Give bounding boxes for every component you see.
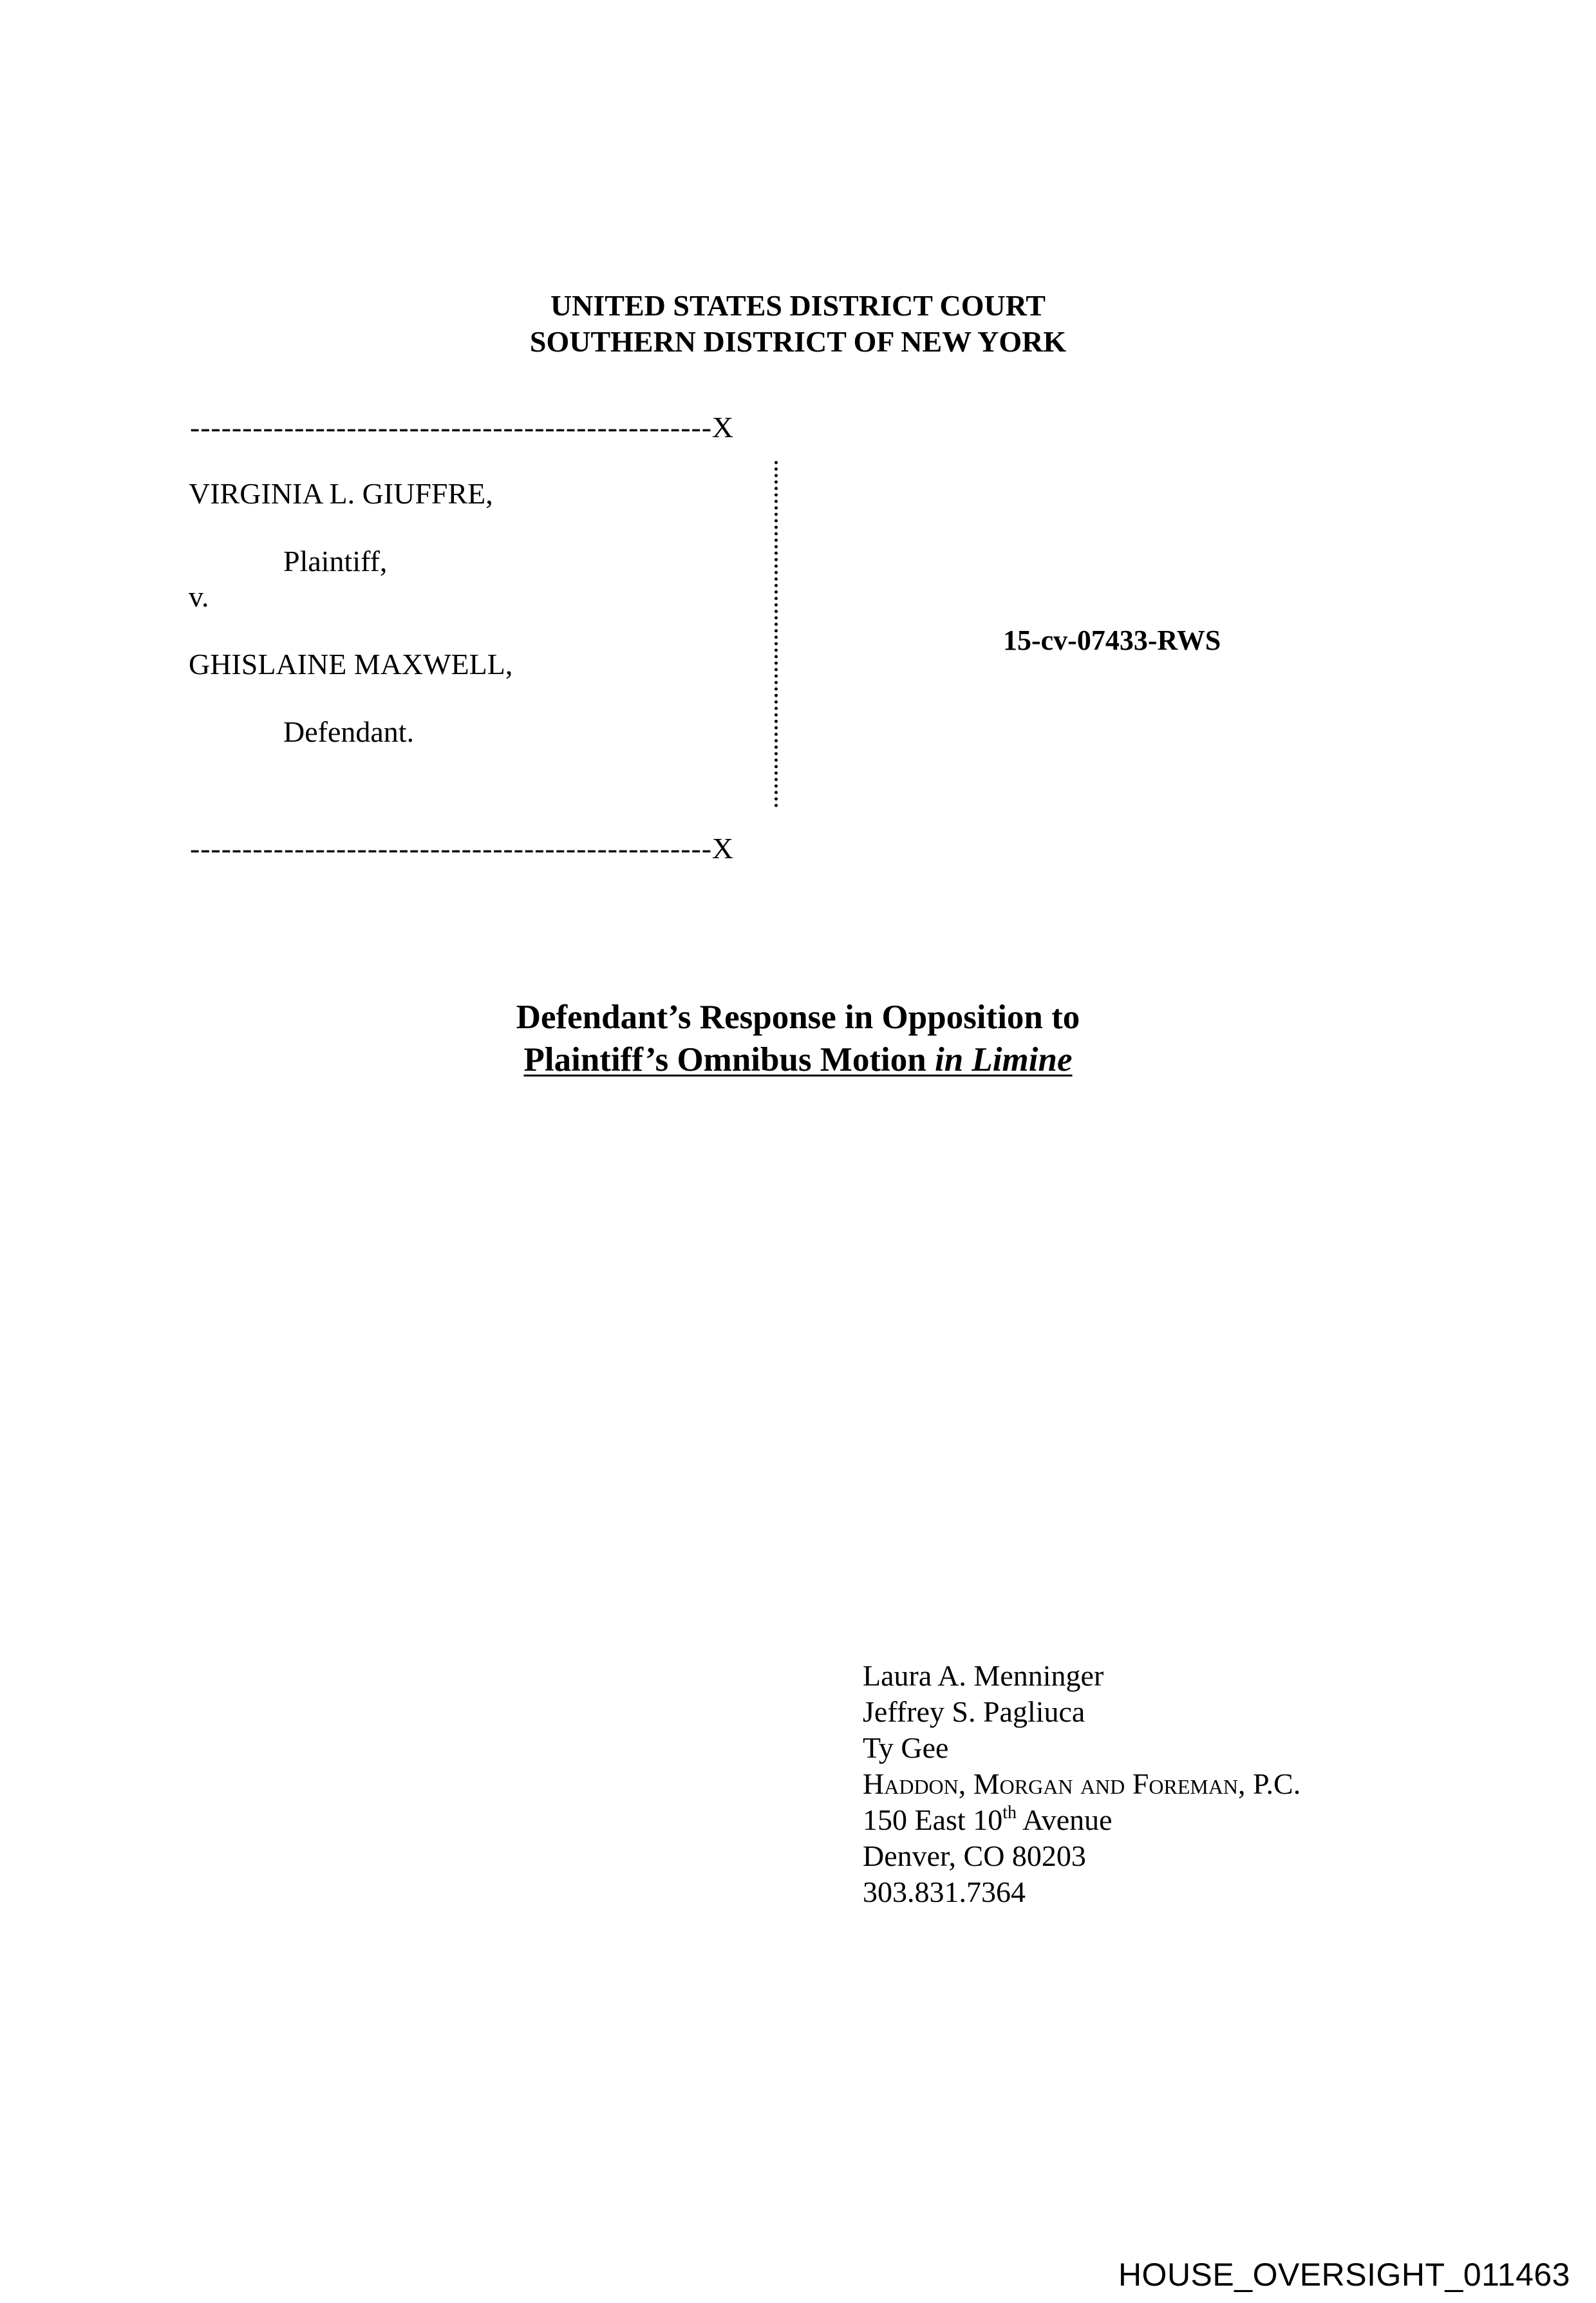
attorney-name: Ty Gee (863, 1731, 949, 1764)
attorney-name: Jeffrey S. Pagliuca (863, 1695, 1085, 1728)
document-title-line-1: Defendant’s Response in Opposition to (516, 999, 1080, 1036)
case-number: 15-cv-07433-RWS (1003, 625, 1221, 656)
address-street: Avenue (1016, 1803, 1113, 1836)
caption-rule-top: --------------------------------------------------X (190, 411, 735, 444)
document-title-line-2 (0, 1039, 1596, 1080)
defendant-role: Defendant. (283, 715, 415, 748)
address-ordinal-suffix: th (1002, 1803, 1017, 1823)
law-firm-name: Haddon, Morgan and Foreman, P.C. (863, 1767, 1301, 1800)
caption-divider (775, 461, 778, 807)
plaintiff-role: Plaintiff, (283, 545, 388, 578)
court-name: UNITED STATES DISTRICT COURT (550, 289, 1046, 322)
document-title-prefix: Plaintiff’s Omnibus Motion (523, 1041, 935, 1078)
plaintiff-name: VIRGINIA L. GIUFFRE, (189, 477, 493, 510)
versus-label: v. (189, 580, 209, 613)
caption-rule-bottom: --------------------------------------------------X (190, 832, 735, 865)
attorney-name: Laura A. Menninger (863, 1659, 1104, 1692)
document-title-italic: in Limine (934, 1041, 1073, 1078)
address-number: 150 East 10 (863, 1803, 1003, 1836)
firm-phone: 303.831.7364 (863, 1875, 1026, 1908)
defendant-name: GHISLAINE MAXWELL, (189, 648, 513, 681)
firm-city: Denver, CO 80203 (863, 1839, 1086, 1872)
court-district: SOUTHERN DISTRICT OF NEW YORK (529, 325, 1067, 358)
bates-number: HOUSE_OVERSIGHT_011463 (1118, 2257, 1570, 2293)
firm-street-address (863, 1802, 1113, 1838)
